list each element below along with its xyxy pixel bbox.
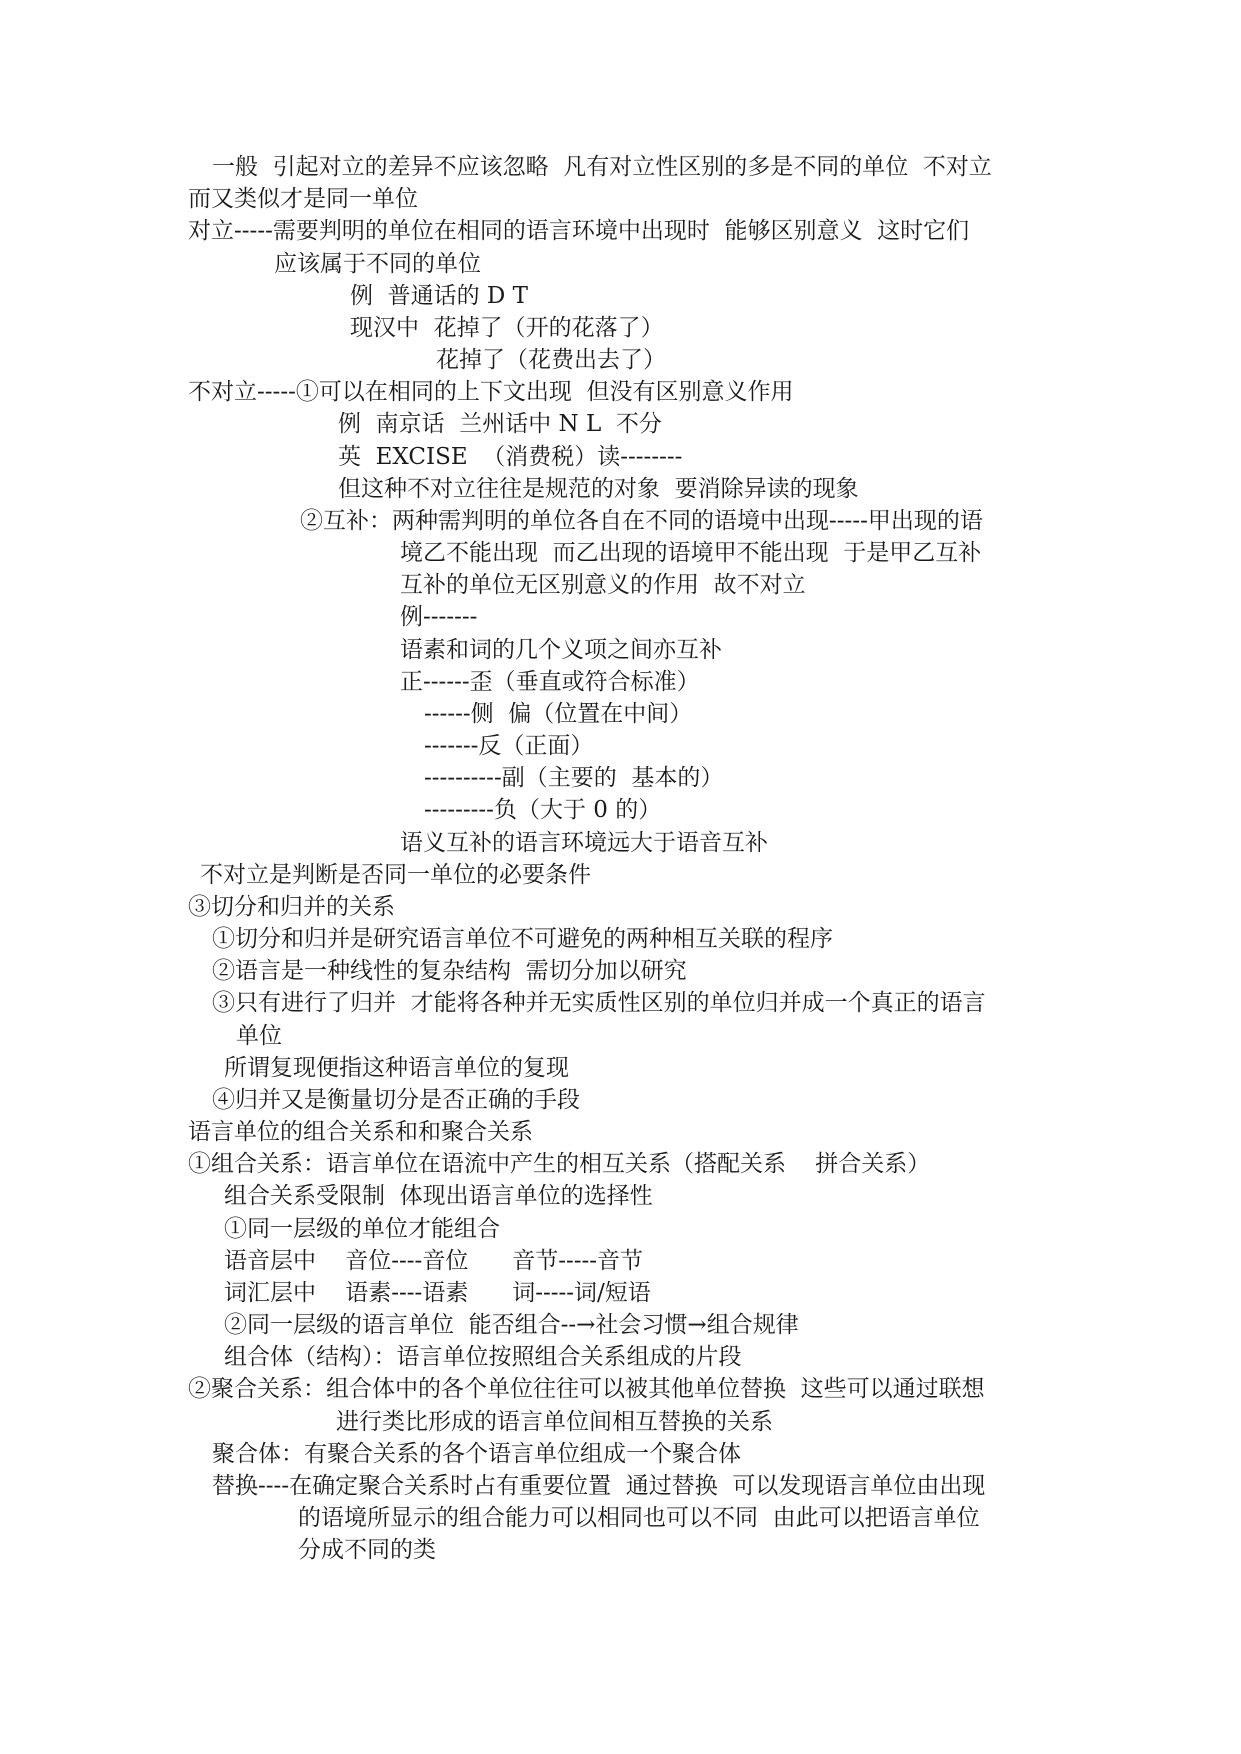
text-line: 所谓复现便指这种语言单位的复现 xyxy=(224,1055,569,1081)
text-line: 进行类比形成的语言单位间相互替换的关系 xyxy=(336,1409,773,1435)
text-line: 例 普通话的 D T xyxy=(350,283,529,309)
text-line: ②语言是一种线性的复杂结构 需切分加以研究 xyxy=(212,958,687,984)
text-line: 单位 xyxy=(236,1023,282,1049)
text-line: 对立-----需要判明的单位在相同的语言环境中出现时 能够区别意义 这时它们 xyxy=(188,218,970,244)
text-line: ②互补：两种需判明的单位各自在不同的语境中出现-----甲出现的语 xyxy=(300,508,983,534)
text-line: 例 南京话 兰州话中 N L 不分 xyxy=(338,411,662,437)
text-line: 语音层中 音位----音位 音节-----音节 xyxy=(224,1248,644,1274)
text-line: ------侧 偏（位置在中间） xyxy=(424,701,693,727)
text-line: 聚合体：有聚合关系的各个语言单位组成一个聚合体 xyxy=(212,1441,741,1467)
text-line: -------反（正面） xyxy=(424,733,594,759)
text-line: 应该属于不同的单位 xyxy=(274,251,481,277)
text-line: 语言单位的组合关系和和聚合关系 xyxy=(188,1119,533,1145)
text-line: 一般 引起对立的差异不应该忽略 凡有对立性区别的多是不同的单位 不对立 xyxy=(212,154,992,180)
text-line: 现汉中 花掉了（开的花落了） xyxy=(350,315,664,341)
text-line: 组合体（结构）：语言单位按照组合关系组成的片段 xyxy=(224,1344,742,1370)
text-line: ②同一层级的语言单位 能否组合--→社会习惯→组合规律 xyxy=(224,1312,799,1338)
text-line: ----------副（主要的 基本的） xyxy=(424,765,724,791)
text-line: 英 EXCISE （消费税）读-------- xyxy=(338,444,683,470)
text-line: 组合关系受限制 体现出语言单位的选择性 xyxy=(224,1183,653,1209)
text-line: ---------负（大于 0 的） xyxy=(424,797,662,823)
text-line: 分成不同的类 xyxy=(298,1537,436,1563)
text-line: 替换----在确定聚合关系时占有重要位置 通过替换 可以发现语言单位由出现 xyxy=(212,1473,986,1499)
text-line: 但这种不对立往往是规范的对象 要消除异读的现象 xyxy=(338,476,859,502)
text-line: 语素和词的几个义项之间亦互补 xyxy=(400,637,722,663)
text-line: 词汇层中 语素----语素 词-----词/短语 xyxy=(224,1280,651,1306)
text-line: 语义互补的语言环境远大于语音互补 xyxy=(400,830,768,856)
text-line: ①切分和归并是研究语言单位不可避免的两种相互关联的程序 xyxy=(212,926,833,952)
text-line: ①同一层级的单位才能组合 xyxy=(224,1216,500,1242)
text-line: 花掉了（花费出去了） xyxy=(436,347,666,373)
text-line: 例------- xyxy=(400,604,478,630)
text-line: 互补的单位无区别意义的作用 故不对立 xyxy=(400,572,806,598)
text-line: ①组合关系：语言单位在语流中产生的相互关系（搭配关系 拼合关系） xyxy=(188,1151,931,1177)
text-line: 不对立-----①可以在相同的上下文出现 但没有区别意义作用 xyxy=(188,379,794,405)
text-line: 境乙不能出现 而乙出现的语境甲不能出现 于是甲乙互补 xyxy=(400,540,982,566)
text-line: ②聚合关系：组合体中的各个单位往往可以被其他单位替换 这些可以通过联想 xyxy=(188,1376,985,1402)
text-line: ③切分和归并的关系 xyxy=(188,894,395,920)
text-line: 的语境所显示的组合能力可以相同也可以不同 由此可以把语言单位 xyxy=(298,1505,980,1531)
text-line: ③只有进行了归并 才能将各种并无实质性区别的单位归并成一个真正的语言 xyxy=(212,990,986,1016)
text-line: 不对立是判断是否同一单位的必要条件 xyxy=(200,862,591,888)
text-line: 而又类似才是同一单位 xyxy=(188,186,418,212)
text-line: 正------歪（垂直或符合标准） xyxy=(400,669,700,695)
text-line: ④归并又是衡量切分是否正确的手段 xyxy=(212,1087,580,1113)
